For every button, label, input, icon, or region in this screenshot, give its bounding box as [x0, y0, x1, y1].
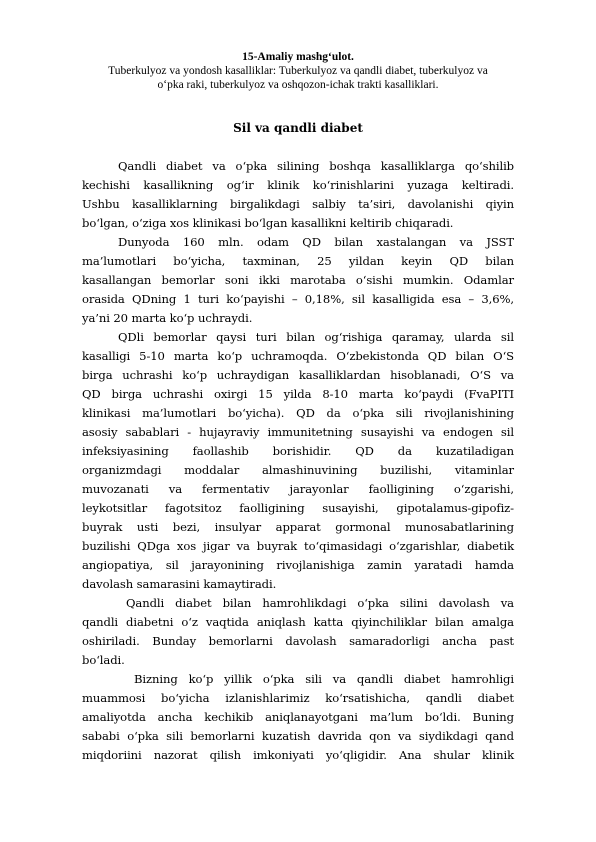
text-line: Qandli diabet bilan hamrohlikdagi o‘pka silini davolash va	[126, 596, 514, 610]
text-line: sababi o‘pka sili bemorlarni kuzatish davrida qon va siydikdagi qand	[82, 729, 514, 743]
text-line: orasida QDning 1 turi ko‘payishi – 0,18%, sil kasalligida esa – 3,6%,	[82, 292, 514, 306]
text-line: asosiy sabablari - hujayraviy immunitetning susayishi va endogen sil	[82, 425, 514, 439]
text-line: bo‘ladi.	[82, 653, 125, 667]
text-line: organizmdagi moddalar almashinuvining buzilishi, vitaminlar	[82, 463, 514, 477]
text-line: ma’lumotlari bo‘yicha, taxminan, 25 yildan keyin QD bilan	[82, 254, 514, 268]
text-line: muvozanati va fermentativ jarayonlar faolligining o‘zgarishi,	[82, 482, 514, 496]
text-line: kechishi kasallikning og‘ir klinik ko‘rinishlarini yuzaga keltiradi.	[82, 178, 514, 192]
text-line: oshiriladi. Bunday bemorlarni davolash samaradorligi ancha past	[82, 634, 514, 648]
text-line: ya’ni 20 marta ko‘p uchraydi.	[82, 311, 253, 325]
text-line: Ushbu kasalliklarning birgalikdagi salbiy ta’siri, davolanishi qiyin	[82, 197, 514, 211]
text-line: QD birga uchrashi oxirgi 15 yilda 8-10 marta ko‘paydi (FvaPITI	[82, 387, 514, 401]
text-line: kasalligi 5-10 marta ko‘p uchramoqda. O‘zbekistonda QD bilan O‘S	[82, 349, 514, 363]
text-line: Dunyoda 160 mln. odam QD bilan xastalangan va JSST	[118, 235, 514, 249]
text-line: davolash samarasini kamaytiradi.	[82, 577, 277, 591]
text-line: infeksiyasining faollashib borishidir. QD da kuzatiladigan	[82, 444, 514, 458]
subtitle-line-2: o‘pka raki, tuberkulyoz va oshqozon-ichak trakti kasalliklari.	[157, 79, 439, 91]
text-line: buzilishi QDga xos jigar va buyrak to‘qimasidagi o‘zgarishlar, diabetik	[82, 539, 514, 553]
text-line: QDli bemorlar qaysi turi bilan og‘rishiga qaramay, ularda sil	[118, 330, 514, 344]
subtitle-line-1: Tuberkulyoz va yondosh kasalliklar: Tuberkulyoz va qandli diabet, tuberkulyoz va	[108, 65, 488, 77]
section-heading: Sil va qandli diabet	[233, 121, 363, 135]
text-line: buyrak usti bezi, insulyar apparat gormonal munosabatlarining	[82, 520, 514, 534]
lesson-subtitle	[82, 64, 514, 92]
text-line: Qandli diabet va o‘pka silining boshqa kasalliklarga qo‘shilib	[118, 159, 514, 173]
text-line: amaliyotda ancha kechikib aniqlanayotgani ma’lum bo‘ldi. Buning	[82, 710, 514, 724]
text-line: qandli diabetni o‘z vaqtida aniqlash katta qiyinchiliklar bilan amalga	[82, 615, 514, 629]
text-line: muammosi bo‘yicha izlanishlarimiz ko‘rsatishicha, qandli diabet	[82, 691, 514, 705]
text-line: leykotsitlar fagotsitoz faolligining susayishi, gipotalamus-gipofiz-	[82, 501, 514, 515]
text-line: bo‘lgan, o‘ziga xos klinikasi bo‘lgan kasallikni keltirib chiqaradi.	[82, 216, 454, 230]
text-line: kasallangan bemorlar soni ikki marotaba o‘sishi mumkin. Odamlar	[82, 273, 514, 287]
text-line: Bizning ko‘p yillik o‘pka sili va qandli diabet hamrohligi	[134, 672, 514, 686]
practical-lesson-title: 15-Amaliy mashg‘ulot.	[242, 51, 354, 63]
text-line: birga uchrashi ko‘p uchraydigan kasalliklardan hisoblanadi, O‘S va	[82, 368, 514, 382]
text-line: angiopatiya, sil jarayonining rivojlanishiga zamin yaratadi hamda	[82, 558, 514, 572]
text-line: klinikasi ma’lumotlari bo‘yicha). QD da o‘pka sili rivojlanishining	[82, 406, 514, 420]
text-line: miqdoriini nazorat qilish imkoniyati yo‘qligidir. Ana shular klinik	[82, 748, 514, 762]
body-text	[82, 157, 514, 765]
